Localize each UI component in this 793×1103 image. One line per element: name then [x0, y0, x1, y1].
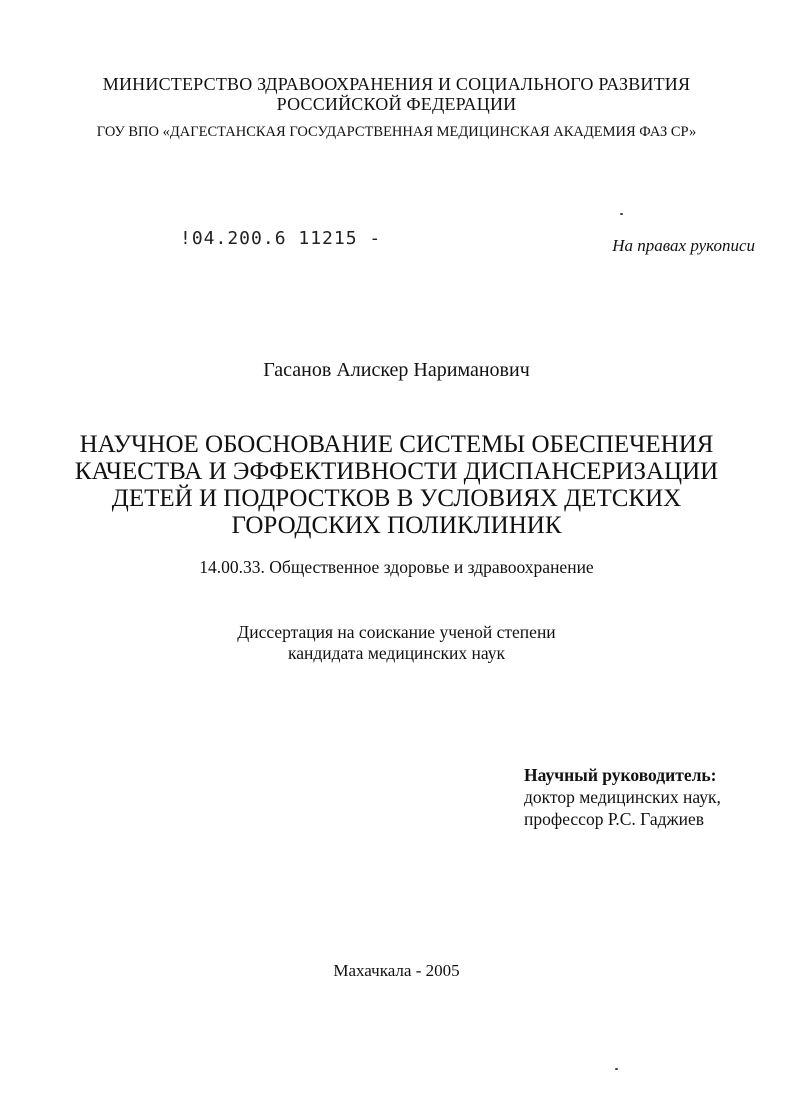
registry-number: !04.200.6 11215 - [180, 228, 382, 249]
city-year: Махачкала - 2005 [333, 961, 460, 980]
supervisor-degree: доктор медицинских наук, [524, 787, 721, 807]
supervisor-name: профессор Р.С. Гаджиев [524, 809, 704, 829]
scan-speck [615, 1068, 618, 1070]
title-line: НАУЧНОЕ ОБОСНОВАНИЕ СИСТЕМЫ ОБЕСПЕЧЕНИЯ [79, 431, 714, 458]
ministry-line-2: РОССИЙСКОЙ ФЕДЕРАЦИИ [276, 94, 517, 114]
title-line: ДЕТЕЙ И ПОДРОСТКОВ В УСЛОВИЯХ ДЕТСКИХ [111, 485, 682, 512]
academy-name: ГОУ ВПО «ДАГЕСТАНСКАЯ ГОСУДАРСТВЕННАЯ МЕДИЦИНСКАЯ АКАДЕМИЯ ФАЗ СР» [96, 124, 697, 140]
rights-note: На правах рукописи [612, 236, 755, 255]
supervisor-heading: Научный руководитель: [524, 765, 717, 785]
title-line: ГОРОДСКИХ ПОЛИКЛИНИК [231, 512, 562, 539]
author-name: Гасанов Алискер Нариманович [263, 359, 530, 381]
degree-line-2: кандидата медицинских наук [287, 643, 506, 663]
title-line: КАЧЕСТВА И ЭФФЕКТИВНОСТИ ДИСПАНСЕРИЗАЦИИ [74, 458, 719, 485]
scan-speck [620, 213, 623, 215]
degree-line-1: Диссертация на соискание ученой степени [237, 622, 556, 642]
specialty-code: 14.00.33. Общественное здоровье и здравоохранение [199, 557, 594, 577]
supervisor-block [524, 764, 721, 830]
ministry-line-1: МИНИСТЕРСТВО ЗДРАВООХРАНЕНИЯ И СОЦИАЛЬНОГО РАЗВИТИЯ [102, 74, 691, 94]
